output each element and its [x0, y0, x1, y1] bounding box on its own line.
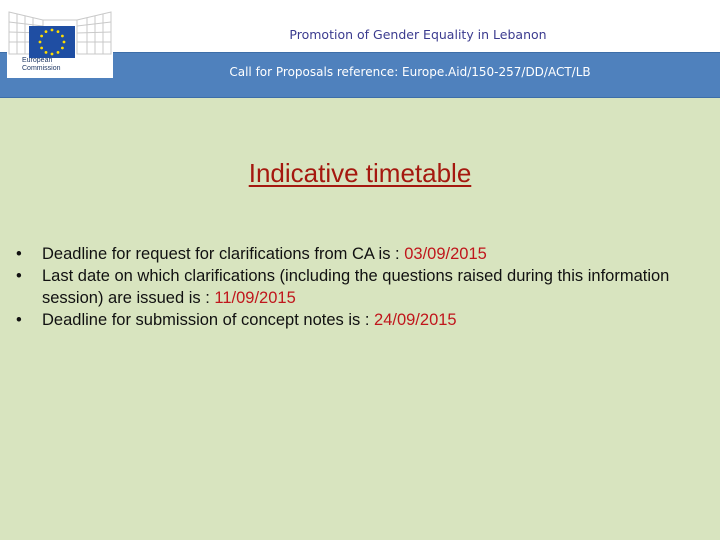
bullet-icon: • [16, 311, 22, 329]
bullet-icon: • [16, 245, 22, 263]
bullet-date: 24/09/2015 [374, 311, 457, 329]
project-title: Promotion of Gender Equality in Lebanon [289, 27, 547, 42]
logo-caption-line2: Commission [22, 65, 61, 72]
list-item [16, 309, 706, 331]
bullet-date: 11/09/2015 [214, 289, 296, 307]
logo-caption-line1: European [22, 57, 53, 64]
bullet-text: Last date on which clarifications (including the questions raised during this information session) are issued is : [42, 267, 670, 307]
bullet-text: Deadline for request for clarifications from CA is : [42, 245, 405, 263]
bullet-icon: • [16, 267, 22, 285]
list-item [16, 265, 706, 309]
list-item [16, 243, 706, 265]
bullet-text: Deadline for submission of concept notes is : [42, 311, 375, 329]
timetable-list [16, 243, 706, 331]
bullet-date: 03/09/2015 [404, 245, 487, 263]
call-reference: Call for Proposals reference: Europe.Aid/150-257/DD/ACT/LB [229, 65, 591, 79]
logo-caption [22, 57, 61, 73]
slide-title: Indicative timetable [248, 158, 472, 188]
